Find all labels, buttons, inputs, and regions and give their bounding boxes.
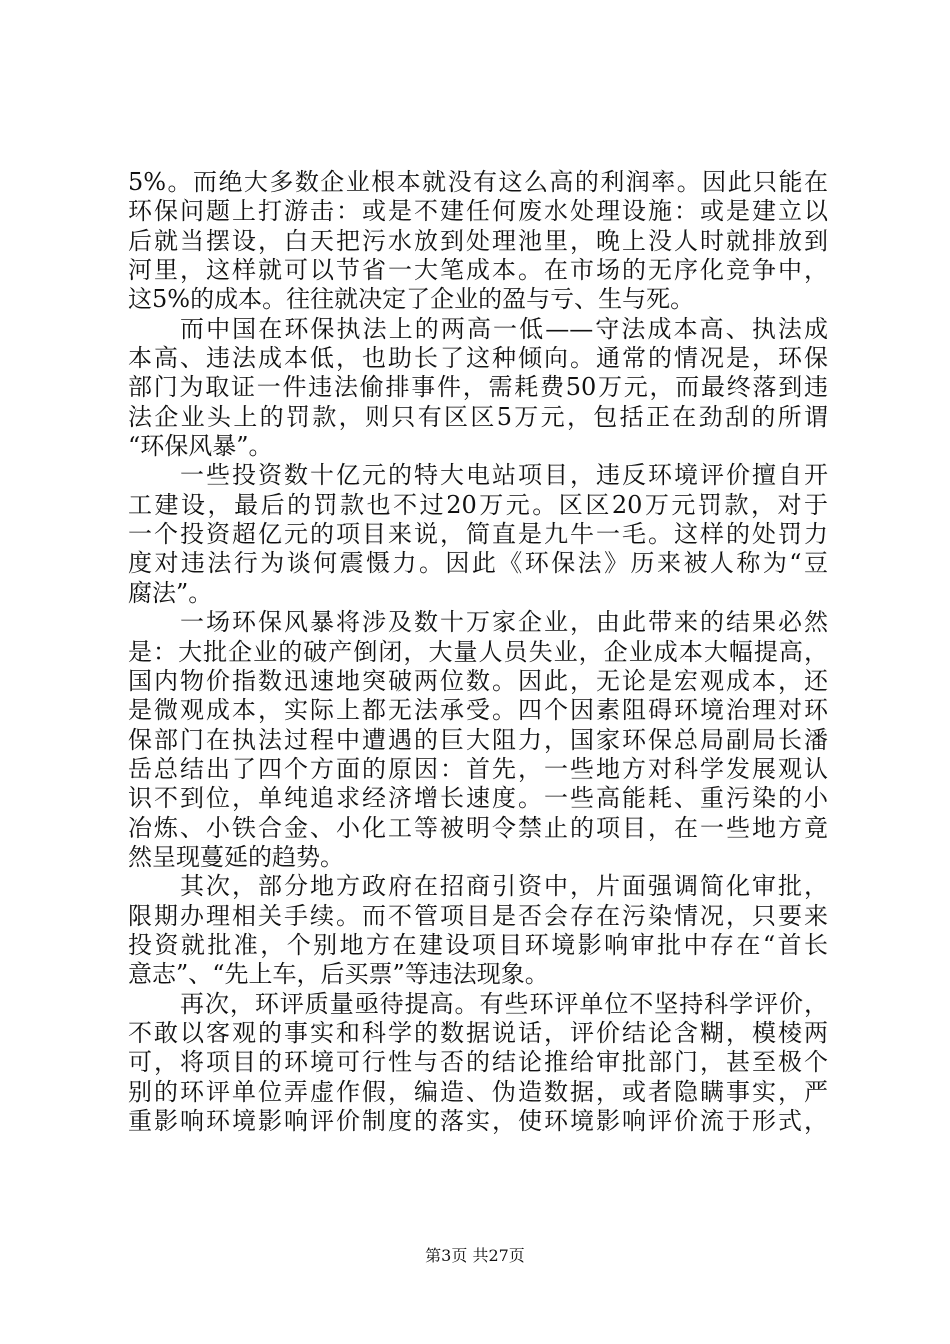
- text-line: 重影响环境影响评价制度的落实，使环境影响评价流于形式，: [128, 1107, 828, 1135]
- text-line: 腐法”。: [128, 578, 213, 607]
- document-body: [128, 168, 828, 1136]
- text-line: 一些投资数十亿元的特大电站项目，违反环境评价擅自开: [180, 461, 828, 490]
- text-line: 是：大批企业的破产倒闭，大量人员失业，企业成本大幅提高，: [128, 637, 828, 666]
- text-line: 是微观成本，实际上都无法承受。四个因素阻碍环境治理对环: [128, 696, 828, 725]
- text-line: 工建设，最后的罚款也不过20万元。区区20万元罚款，对于: [128, 490, 828, 519]
- text-line: 部门为取证一件违法偷排事件，需耗费50万元，而最终落到违: [128, 373, 828, 402]
- text-line: 这5%的成本。往往就决定了企业的盈与亏、生与死。: [128, 285, 695, 314]
- text-line: 不敢以客观的事实和科学的数据说话，评价结论含糊，模棱两: [128, 1018, 828, 1047]
- text-line: 再次，环评质量亟待提高。有些环评单位不坚持科学评价，: [180, 989, 828, 1018]
- text-line: 冶炼、小铁合金、小化工等被明令禁止的项目，在一些地方竟: [128, 813, 828, 842]
- text-line: 可，将项目的环境可行性与否的结论推给审批部门，甚至极个: [128, 1048, 828, 1077]
- text-line: 识不到位，单纯追求经济增长速度。一些高能耗、重污染的小: [128, 784, 828, 813]
- text-line: 限期办理相关手续。而不管项目是否会存在污染情况，只要来: [128, 901, 828, 930]
- text-line: 度对违法行为谈何震慑力。因此《环保法》历来被人称为“豆: [128, 549, 828, 578]
- page-footer: 第3页 共27页: [425, 1246, 525, 1265]
- text-line: 而中国在环保执法上的两高一低——守法成本高、执法成: [180, 314, 828, 343]
- text-line: 一场环保风暴将涉及数十万家企业，由此带来的结果必然: [180, 608, 828, 637]
- text-line: 意志”、“先上车，后买票”等违法现象。: [128, 960, 549, 989]
- text-line: 岳总结出了四个方面的原因：首先，一些地方对科学发展观认: [128, 754, 828, 783]
- text-line: 国内物价指数迅速地突破两位数。因此，无论是宏观成本，还: [128, 666, 828, 695]
- text-line: 保部门在执法过程中遭遇的巨大阻力，国家环保总局副局长潘: [128, 725, 828, 754]
- text-line: 河里，这样就可以节省一大笔成本。在市场的无序化竞争中，: [128, 256, 828, 285]
- text-line: “环保风暴”。: [128, 432, 273, 461]
- text-line: 其次，部分地方政府在招商引资中，片面强调简化审批，: [180, 872, 828, 901]
- text-line: 一个投资超亿元的项目来说，简直是九牛一毛。这样的处罚力: [128, 520, 828, 549]
- text-line: 别的环评单位弄虚作假，编造、伪造数据，或者隐瞒事实，严: [128, 1077, 828, 1106]
- text-line: 投资就批准，个别地方在建设项目环境影响审批中存在“首长: [128, 930, 828, 959]
- text-line: 环保问题上打游击：或是不建任何废水处理设施：或是建立以: [128, 197, 828, 226]
- text-line: 然呈现蔓延的趋势。: [128, 842, 344, 871]
- text-line: 本高、违法成本低，也助长了这种倾向。通常的情况是，环保: [128, 344, 828, 373]
- text-line: 5%。而绝大多数企业根本就没有这么高的利润率。因此只能在: [128, 168, 828, 196]
- text-line: 后就当摆设，白天把污水放到处理池里，晚上没人时就排放到: [128, 226, 828, 255]
- text-line: 法企业头上的罚款，则只有区区5万元，包括正在劲刮的所谓: [128, 402, 828, 431]
